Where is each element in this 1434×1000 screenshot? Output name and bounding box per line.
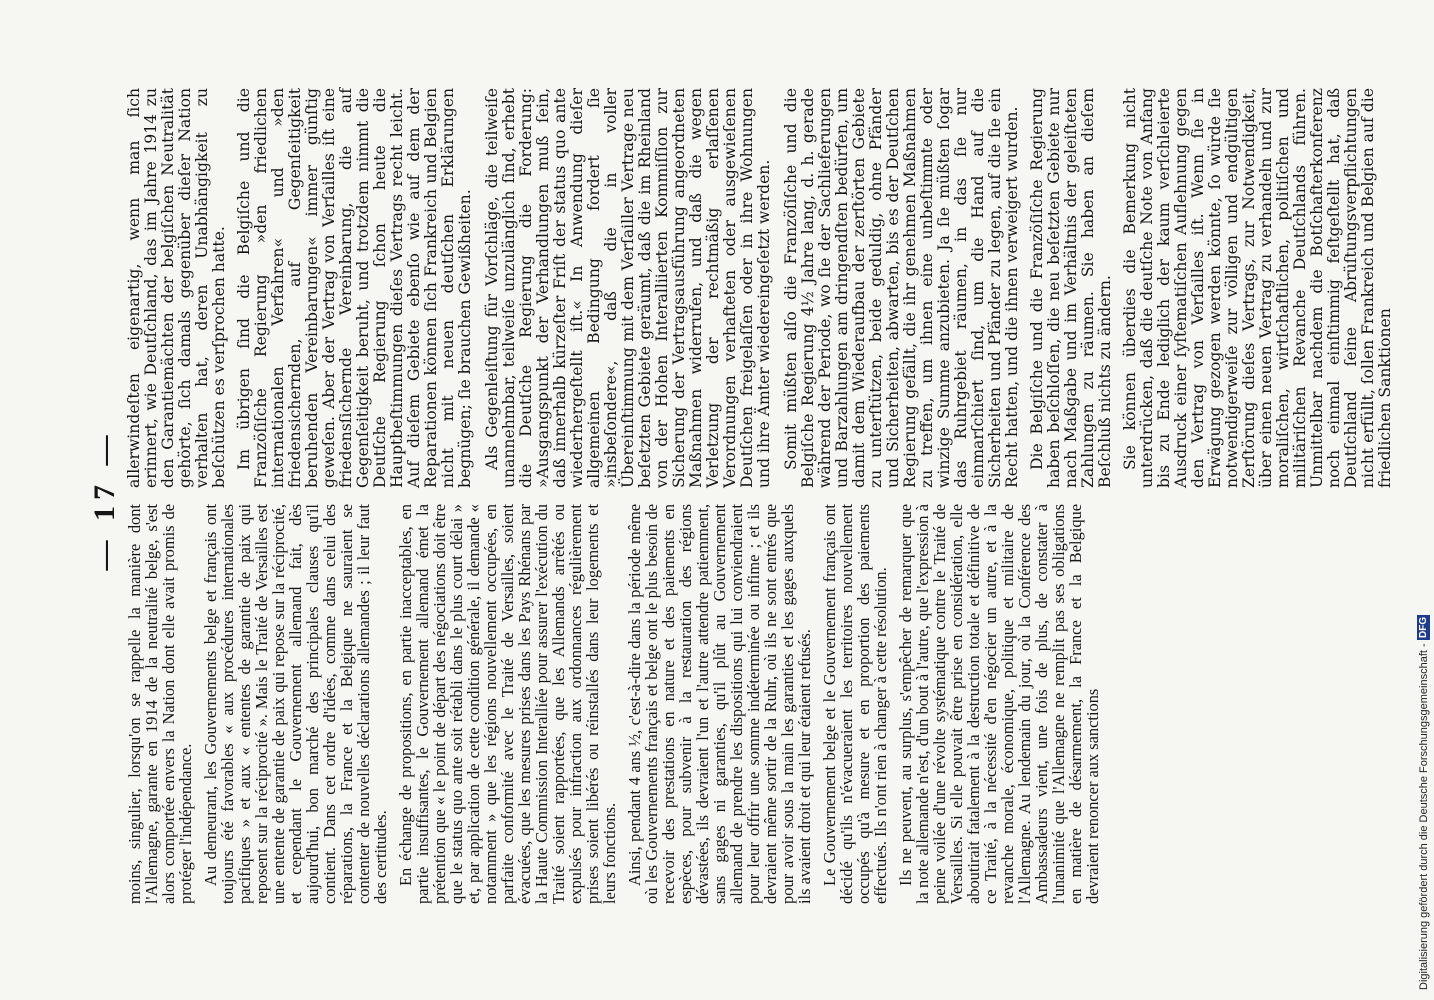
- french-paragraph: En échange de propositions, en partie inacceptables, en partie insuffisantes, le Gouvernement allemand émet la prétention que « le point de départ des négociations doit être que le status quo ante soit rétabli dans le plus court délai » et, par application de cette condition générale, il demande « notamment » que les régions nouvellement occupées, en parfaite conformité avec le Traité de Versailles, soient évacuées, que les mesures prises dans les Pays Rhénans par la Haute Commission Interalliée pour assurer l'exécution du Traité soient rapportées, que les Allemands arrêtés ou expulsés pour infraction aux ordonnances régulièrement prises soient libérés ou réinstallés dans leur logements et leurs fonctions.: [396, 504, 619, 904]
- german-paragraph: Somit müßten alſo die Franzöſiſche und die Belgiſche Regierung 4½ Jahre lang, d. h. gerade während der Periode, wo ſie der Sachlieferungen und Barzahlungen am dringendſten bedürfen, um damit dem Wiederaufbau der zerſtörten Gebiete zu unterſtützen, beide geduldig, ohne Pfänder und Sicherheiten, abwarten, bis es der Deutſchen Regierung gefällt, die ihr genehmen Maßnahmen zu treffen, um ihnen eine unbeſtimmte oder winzige Summe anzubieten. Ja ſie müßten ſogar das Ruhrgebiet räumen, in das ſie nur einmarſchiert ſind, um die Hand auf die Sicherheiten und Pfänder zu legen, auf die ſie ein Recht hatten, und die ihnen verweigert wurden.: [782, 88, 1021, 488]
- german-paragraph: allerwindeſten eigenartig, wenn man ſich erinnert, wie Deutſchland, das im Jahre 1914 zu den Garantiemächten der belgiſchen Neutralität gehörte, ſich damals gegenüber dieſer Nation verhalten hat, deren Unabhängigkeit zu beſchützen es verſprochen hatte.: [125, 88, 228, 488]
- german-column: [126, 88, 1402, 488]
- stamp-text: Digitalisierung gefördert durch die Deutsche Forschungsgemeinschaft -: [1418, 643, 1430, 990]
- german-paragraph: Die Belgiſche und die Franzöſiſche Regierung haben beſchloſſen, die neu beſetzten Gebiete nur nach Maßgabe und im Verhältnis der geleiſteten Zahlungen zu räumen. Sie haben an dieſem Beſchluß nichts zu ändern.: [1028, 88, 1114, 488]
- french-paragraph: Le Gouvernement belge et le Gouvernement français ont décidé qu'ils n'évacueraient les territoires nouvellement occupés qu'à mesure et en proportion des paiements effectués. Ils n'ont rien à changer à cette résolution.: [820, 504, 890, 904]
- german-paragraph: Sie können überdies die Bemerkung nicht unterdrücken, daß die deutſche Note von Anfang bis zu Ende lediglich der kaum verſchleierte Ausdruck einer ſyſtematiſchen Auflehnung gegen den Vertrag von Verſailles iſt. Wenn ſie in Erwägung gezogen werden könnte, ſo würde ſie notwendigerweiſe zur völligen und endgültigen Zerſtörung dieſes Vertrags, zur Notwendigkeit, über einen neuen Vertrag zu verhandeln und zur moraliſchen, wirtſchaftlichen, politiſchen und militäriſchen Revanche Deutſchlands führen. Unmittelbar nachdem die Botſchafterkonferenz noch einmal einſtimmig feſtgeſtellt hat, daß Deutſchland ſeine Abrüſtungsverpflichtungen nicht erfüllt, ſollen Frankreich und Belgien auf die friedlichen Sanktionen: [1121, 88, 1394, 488]
- digitization-stamp: [1417, 10, 1430, 990]
- dfg-logo: DFG: [1418, 617, 1429, 639]
- french-paragraph: Ils ne peuvent, au surplus, s'empêcher de remarquer que la note allemande n'est, d'un bout à l'autre, que l'expression à peine voilée d'une révolte systématique contre le Traité de Versailles. Si elle pouvait être prise en considération, elle aboutirait fatalement à la destruction totale et définitive de ce Traité, à la nécessité d'en négocier un autre, et à la revanche morale, économique, politique et militaire de l'Allemagne. Au lendemain du jour, où la Conférence des Ambassadeurs vient, une fois de plus, de constater à l'unanimité que l'Allemagne ne remplit pas ses obligations en matière de désarmement, la France et la Belgique devraient renoncer aux sanctions: [896, 504, 1102, 904]
- german-paragraph: Im übrigen ſind die Belgiſche und die Franzöſiſche Regierung »den friedlichen internationalen Verfahren« und »den friedensichernden, auf Gegenſeitigkeit beruhenden Vereinbarungen« immer günſtig geweſen. Aber der Vertrag von Verſailles iſt eine friedensſichernde Vereinbarung, die auf Gegenſeitigkeit beruht, und trotzdem nimmt die Deutſche Regierung ſchon heute die Hauptbeſtimmungen dieſes Vertrags recht leicht. Auf dieſem Gebiete ebenſo wie auf dem der Reparationen können ſich Frankreich und Belgien nicht mit neuen deutſchen Erklärungen begnügen; ſie brauchen Gewißheiten.: [235, 88, 474, 488]
- french-paragraph: moins, singulier, lorsqu'on se rappelle la manière dont l'Allemagne, garante en 1914 de la neutralité belge, s'est alors comportée envers la Nation dont elle avait promis de protéger l'indépendance.: [125, 504, 195, 904]
- german-paragraph: Als Gegenleiſtung für Vorſchläge, die teilweiſe unannehmbar, teilweiſe unzulänglich ſind, erhebt die Deutſche Regierung die Forderung: »Ausgangspunkt der Verhandlungen muß ſein, daß innerhalb kürzeſter Friſt der status quo ante wiederhergeſtellt iſt.« In Anwendung dieſer allgemeinen Bedingung fordert ſie »insbeſondere«, daß die in voller Übereinſtimmung mit dem Verſailler Vertrage neu beſetzten Gebiete geräumt, daß die im Rheinland von der Hohen Interalliierten Kommiſſion zur Sicherung der Vertragsausführung angeordneten Maßnahmen widerrufen, und daß die wegen Verletzung der rechtmäßig erlaſſenen Verordnungen verhafteten oder ausgewieſenen Deutſchen freigelaſſen oder in ihre Wohnungen und ihre Ämter wiedereingeſetzt werden.: [483, 88, 773, 488]
- french-column: [126, 504, 1109, 904]
- french-paragraph: Au demeurant, les Gouvernements belge et français ont toujours été favorables « aux procédures internationales pacifiques » et aux « ententes de garantie de paix qui reposent sur la réciprocité ». Mais le Traité de Versailles est une entente de garantie de paix qui repose sur la réciprocité, et cependant le Gouvernement allemand fait, dès aujourd'hui, bon marché des principales clauses qu'il contient. Dans cet ordre d'idées, comme dans celui des réparations, la France et la Belgique ne sauraient se contenter de nouvelles déclarations allemandes ; il leur faut des certitudes.: [201, 504, 390, 904]
- page-number: — 17 —: [88, 429, 121, 571]
- french-paragraph: Ainsi, pendant 4 ans ½, c'est-à-dire dans la période même où les Gouvernements français et belge ont le plus besoin de recevoir des prestations en nature et des paiements en espèces, pour subvenir à la restauration des régions dévastées, ils devraient l'un et l'autre attendre patiemment, sans gages ni garanties, qu'il plût au Gouvernement allemand de prendre les dispositions qui lui conviendraient pour leur offrir une somme indéterminée ou infime ; et ils devraient même sortir de la Ruhr, où ils ne sont entrés que pour avoir sous la main les garanties et les gages auxquels ils avaient droit et qui leur étaient refusés.: [625, 504, 814, 904]
